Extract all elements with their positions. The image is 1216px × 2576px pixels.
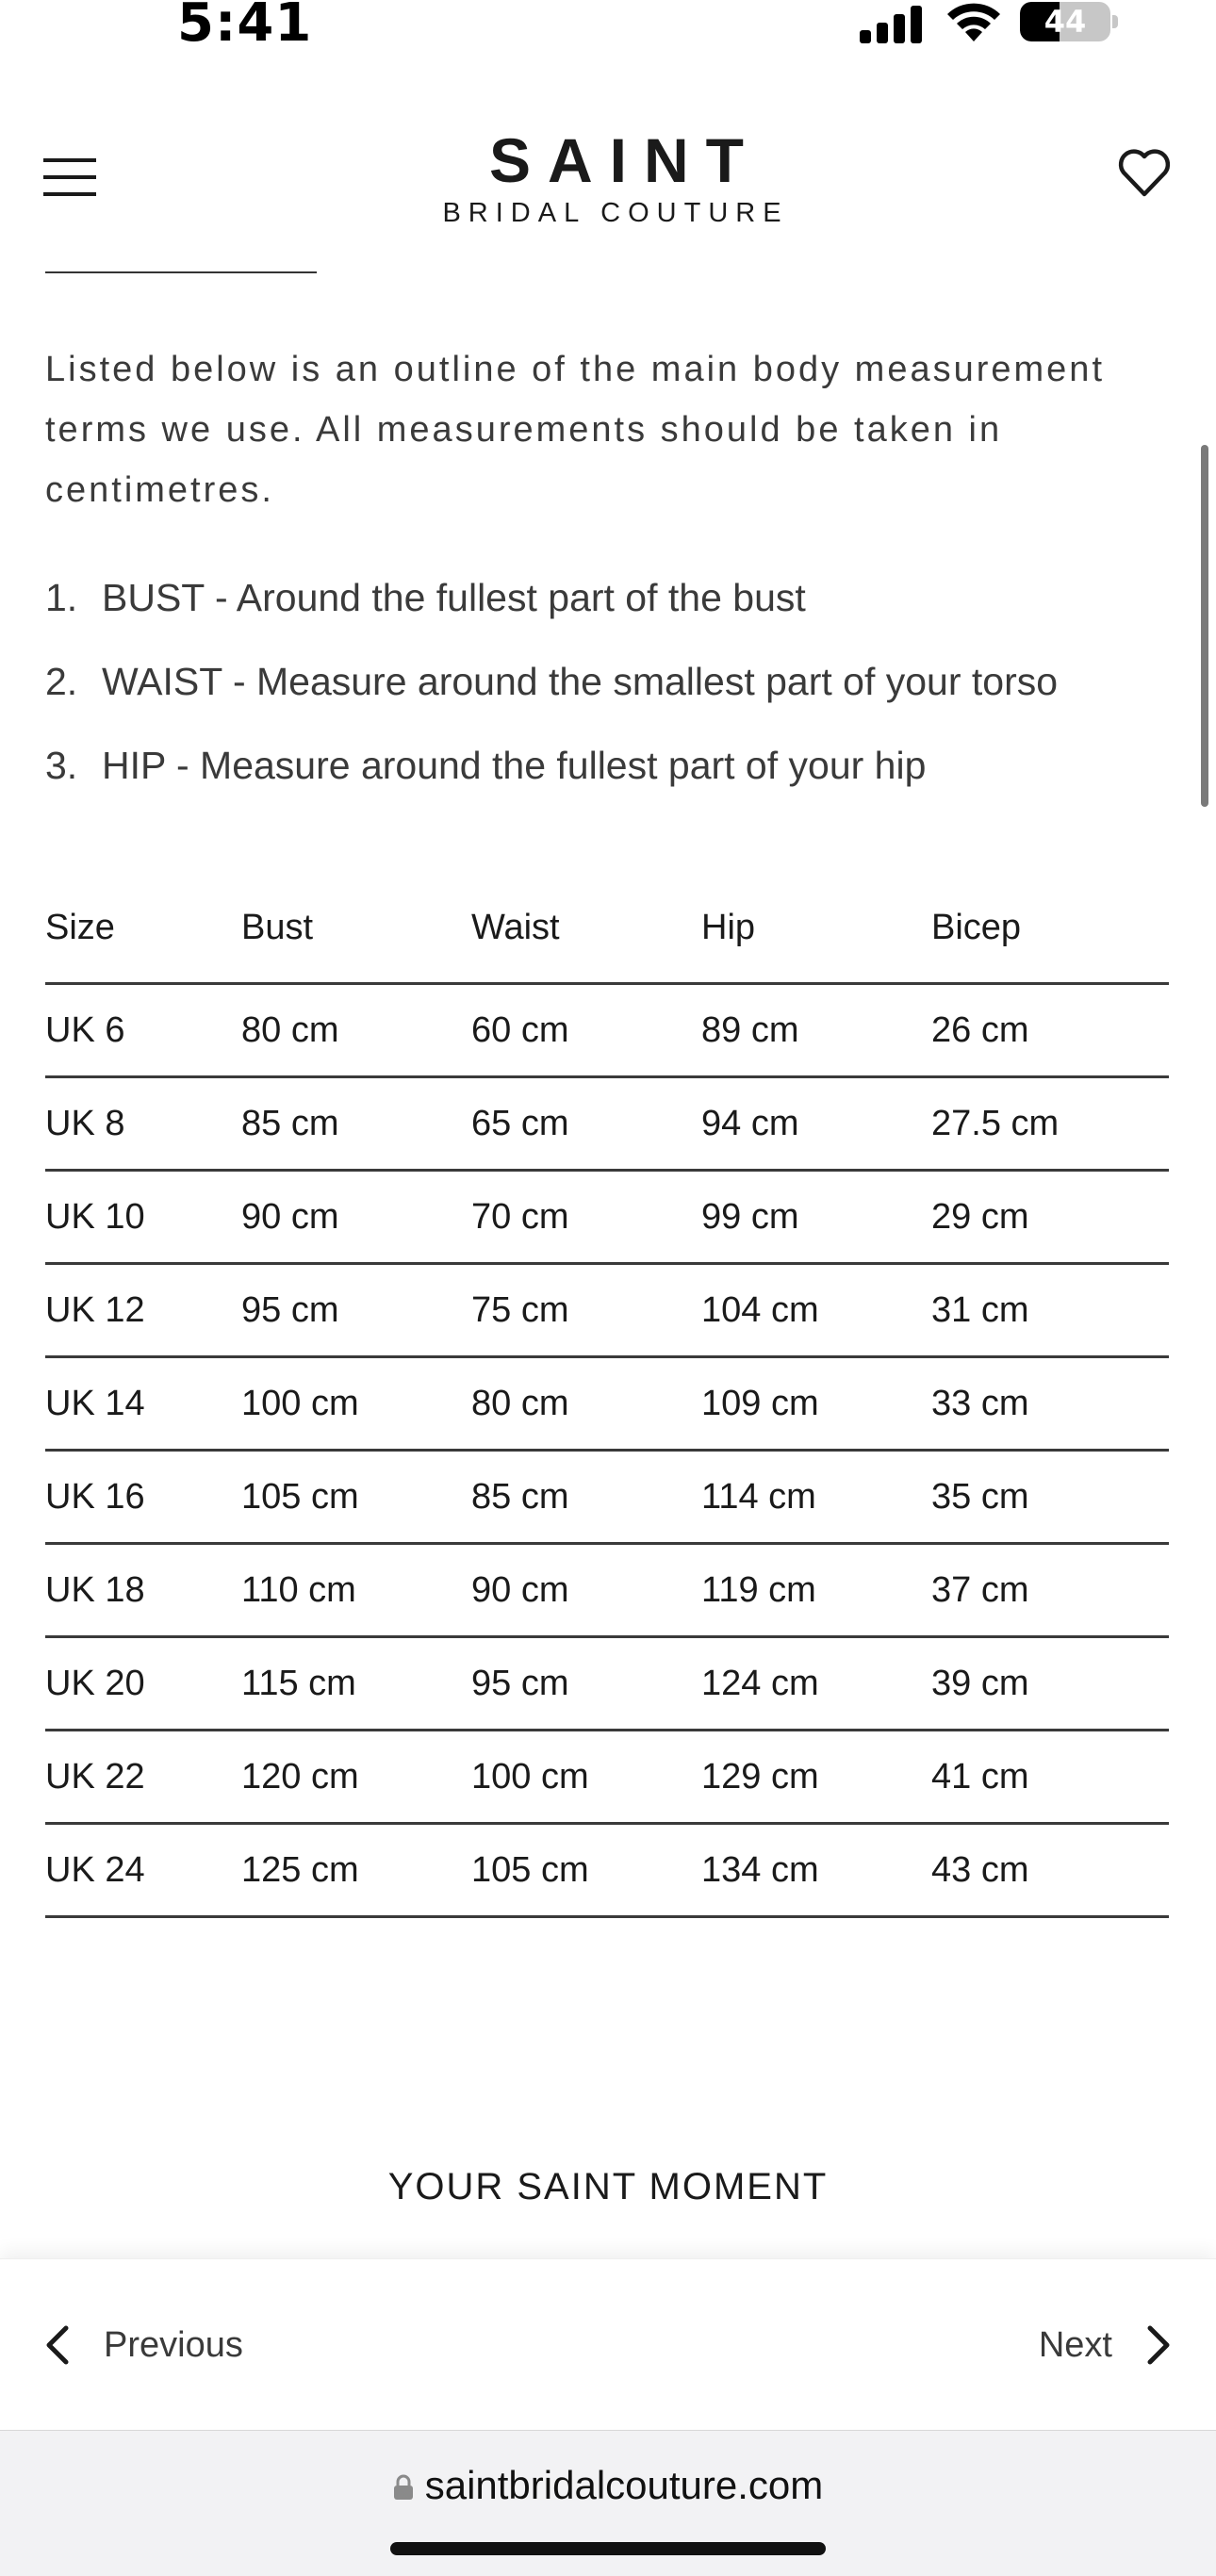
table-cell: 80 cm [241, 1010, 339, 1050]
table-cell: 90 cm [241, 1197, 339, 1237]
table-header [45, 890, 1169, 985]
table-cell: 26 cm [931, 1010, 1029, 1050]
table-cell: 109 cm [701, 1384, 819, 1423]
table-cell: UK 18 [45, 1570, 145, 1610]
table-cell: 35 cm [931, 1477, 1029, 1517]
table-cell: 29 cm [931, 1197, 1029, 1237]
table-cell: 100 cm [471, 1757, 589, 1797]
table-cell: 90 cm [471, 1570, 569, 1610]
list-text: BUST - Around the fullest part of the bust [102, 576, 806, 619]
table-cell: 75 cm [471, 1290, 569, 1330]
header-cell: Bust [241, 908, 314, 947]
lock-icon [393, 2474, 414, 2501]
table-cell: 31 cm [931, 1290, 1029, 1330]
table-row [45, 1638, 1169, 1731]
table-cell: 27.5 cm [931, 1104, 1060, 1143]
table-cell: 89 cm [701, 1010, 799, 1050]
heart-icon[interactable] [1118, 147, 1171, 200]
table-cell: 100 cm [241, 1384, 359, 1423]
list-number: 2. [45, 660, 78, 703]
table-cell: 95 cm [471, 1664, 569, 1703]
url-field[interactable] [0, 2463, 1216, 2508]
list-item [45, 569, 806, 626]
table-cell: 110 cm [241, 1570, 356, 1610]
table-cell: 105 cm [471, 1850, 589, 1890]
table-cell: UK 22 [45, 1757, 145, 1797]
table-cell: 124 cm [701, 1664, 819, 1703]
table-row [45, 1265, 1169, 1358]
header-cell: Hip [701, 908, 756, 947]
table-cell: 80 cm [471, 1384, 569, 1423]
browser-address-bar [0, 2430, 1216, 2576]
table-cell: 114 cm [701, 1477, 816, 1517]
table-cell: 120 cm [241, 1757, 359, 1797]
list-number: 1. [45, 576, 78, 619]
table-cell: 60 cm [471, 1010, 569, 1050]
table-row [45, 1731, 1169, 1825]
table-cell: UK 16 [45, 1477, 145, 1517]
table-row [45, 1545, 1169, 1638]
logo-main[interactable]: SAINT [489, 125, 761, 195]
home-indicator[interactable] [390, 2542, 826, 2555]
list-text: WAIST - Measure around the smallest part of your torso [102, 660, 1059, 703]
chevron-left-icon [41, 2322, 74, 2368]
list-number: 3. [45, 744, 78, 787]
table-cell: UK 12 [45, 1290, 145, 1330]
battery-percent: 44 [1043, 4, 1087, 40]
table-row [45, 1172, 1169, 1265]
table-cell: 125 cm [241, 1850, 359, 1890]
table-cell: 129 cm [701, 1757, 819, 1797]
table-cell: UK 8 [45, 1104, 125, 1143]
table-cell: 43 cm [931, 1850, 1029, 1890]
table-row [45, 985, 1169, 1078]
table-cell: 39 cm [931, 1664, 1029, 1703]
scrollbar[interactable] [1201, 445, 1208, 807]
table-cell: 119 cm [701, 1570, 816, 1610]
intro-text: Listed below is an outline of the main body measurement terms we use. All measurements should be taken in centimetres. [45, 350, 1105, 510]
section-divider [45, 271, 317, 273]
table-cell: 134 cm [701, 1850, 819, 1890]
logo-sub[interactable]: BRIDAL COUTURE [442, 198, 789, 228]
table-cell: 94 cm [701, 1104, 799, 1143]
table-cell: 104 cm [701, 1290, 819, 1330]
table-cell: UK 24 [45, 1850, 145, 1890]
header-cell: Size [45, 908, 115, 947]
list-text: HIP - Measure around the fullest part of your hip [102, 744, 927, 787]
site-header [0, 113, 1216, 254]
battery-nub [1112, 15, 1118, 28]
table-cell: 85 cm [471, 1477, 569, 1517]
battery-icon [1020, 2, 1110, 41]
table-cell: 99 cm [701, 1197, 799, 1237]
list-item [45, 737, 926, 794]
section-heading: YOUR SAINT MOMENT [387, 2166, 829, 2207]
table-cell: 105 cm [241, 1477, 359, 1517]
url-text: saintbridalcouture.com [424, 2463, 824, 2507]
table-cell: UK 10 [45, 1197, 145, 1237]
table-row [45, 1078, 1169, 1172]
status-time: 5:41 [177, 0, 313, 54]
list-item [45, 653, 1058, 710]
table-cell: 115 cm [241, 1664, 356, 1703]
table-cell: 41 cm [931, 1757, 1029, 1797]
table-cell: 65 cm [471, 1104, 569, 1143]
pager-bar [0, 2258, 1216, 2429]
header-cell: Bicep [931, 908, 1022, 947]
cellular-signal-icon [860, 4, 924, 43]
status-bar [0, 0, 1216, 57]
next-button[interactable] [1039, 2312, 1175, 2378]
table-row [45, 1825, 1169, 1918]
table-cell: UK 14 [45, 1384, 145, 1423]
table-row [45, 1452, 1169, 1545]
previous-button[interactable] [41, 2312, 243, 2378]
table-cell: UK 20 [45, 1664, 145, 1703]
header-cell: Waist [471, 908, 560, 947]
chevron-right-icon [1142, 2322, 1175, 2368]
table-cell: 33 cm [931, 1384, 1029, 1423]
table-cell: 70 cm [471, 1197, 569, 1237]
table-cell: UK 6 [45, 1010, 125, 1050]
table-cell: 95 cm [241, 1290, 339, 1330]
wifi-icon [945, 0, 1003, 43]
previous-label: Previous [104, 2324, 243, 2365]
table-cell: 37 cm [931, 1570, 1029, 1610]
table-row [45, 1358, 1169, 1452]
table-cell: 85 cm [241, 1104, 339, 1143]
next-label: Next [1038, 2324, 1112, 2365]
